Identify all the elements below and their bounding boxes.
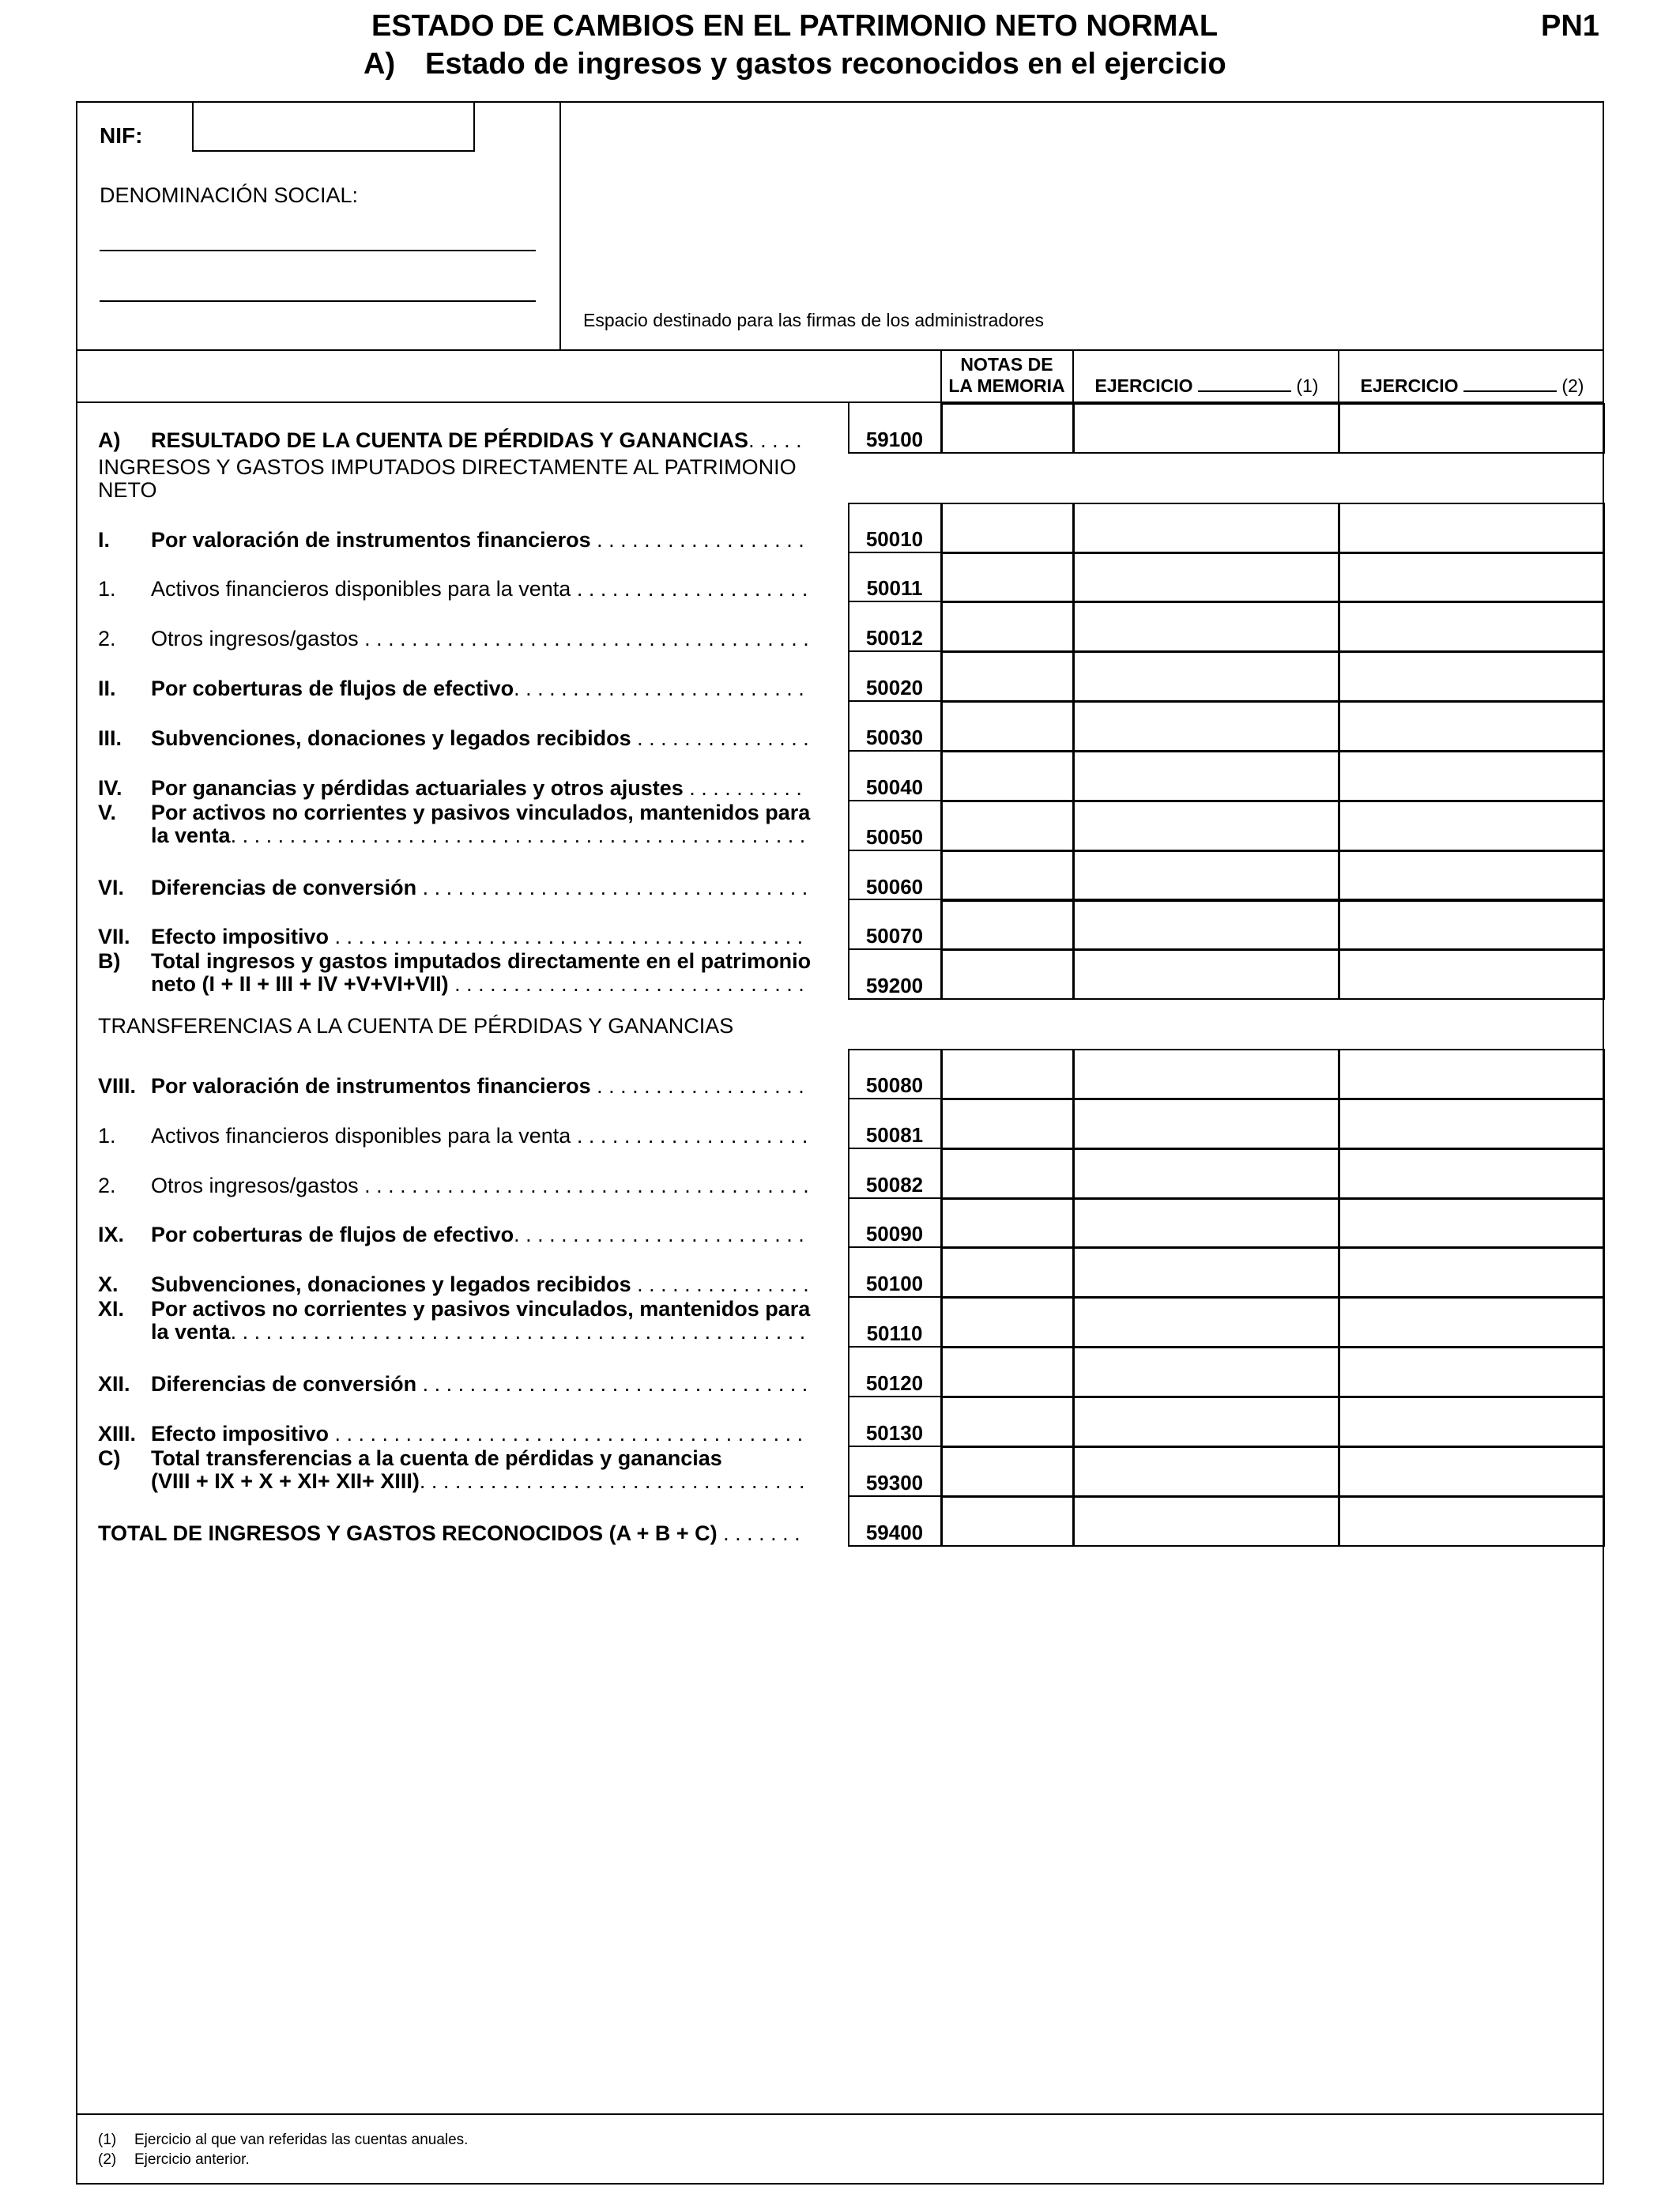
ejercicio2-cell[interactable] <box>1339 1397 1605 1447</box>
leader-dots: . . . . . . . . . . <box>683 775 802 800</box>
notas-cell[interactable] <box>941 1297 1074 1348</box>
code-cell <box>848 601 942 652</box>
notas-header <box>940 354 1073 397</box>
row-number: VI. <box>98 875 125 899</box>
leader-dots: . . . . . . . . . . . . . . . . . . . . . . . . . . . . . . . . . . . . . . <box>358 1173 809 1197</box>
row-label-line1: Por activos no corrientes y pasivos vinculados, mantenidos para <box>151 1297 811 1321</box>
notas-header-line1: NOTAS DE <box>960 354 1053 375</box>
row-code: 50082 <box>865 1172 924 1197</box>
ejercicio2-year-field[interactable] <box>1463 375 1557 392</box>
ejercicio2-cell[interactable] <box>1339 552 1605 603</box>
leader-dots: . . . . . . . . . . . . . . . . . . <box>590 527 804 552</box>
row-number: 2. <box>98 1173 116 1197</box>
leader-dots: . . . . . . . . . . . . . . . . . . . . <box>571 577 808 601</box>
row-label <box>151 801 830 847</box>
code-cell <box>848 1297 942 1348</box>
ejercicio1-cell[interactable] <box>1073 1297 1339 1348</box>
row-label-line1: Total transferencias a la cuenta de pérdidas y ganancias <box>151 1446 722 1470</box>
code-cell <box>848 1496 942 1547</box>
row-label-line1: Efecto impositivo <box>151 1421 330 1446</box>
row-code: 50040 <box>865 775 924 799</box>
leader-dots: . . . . . . . . . . . . . . . . . . . . <box>571 1123 808 1148</box>
ejercicio2-cell[interactable] <box>1339 1148 1605 1199</box>
ejercicio1-cell[interactable] <box>1073 701 1339 752</box>
leader-dots: . . . . . . . . . . . . . . . . . . . . . . . . . <box>514 677 804 701</box>
leader-dots: . . . . . . . . . . . . . . . . . . . . . . . . . <box>514 1223 804 1247</box>
row-label-line2: la venta <box>151 823 231 847</box>
row-number: 1. <box>98 577 116 601</box>
row-number: IV. <box>98 775 122 800</box>
ejercicio1-cell[interactable] <box>1073 850 1339 901</box>
leader-dots: . . . . . . . . . . . . . . . . . . . . . . . . . . . . . . . . . <box>416 875 808 899</box>
ejercicio1-year-field[interactable] <box>1198 375 1291 392</box>
row-label <box>151 925 830 948</box>
row-code: 59300 <box>865 1470 924 1495</box>
code-cell <box>848 403 942 454</box>
ejercicio1-cell[interactable] <box>1073 900 1339 951</box>
row-code: 50060 <box>865 874 924 899</box>
ejercicio2-cell[interactable] <box>1339 651 1605 702</box>
row-label <box>151 1447 830 1493</box>
row-label-line1: Otros ingresos/gastos <box>151 627 359 651</box>
ejercicio2-cell[interactable] <box>1339 701 1605 752</box>
row-label-line1: Activos financieros disponibles para la venta <box>151 577 571 601</box>
ejercicio2-cell[interactable] <box>1339 503 1605 553</box>
row-label-line1: Activos financieros disponibles para la venta <box>151 1123 571 1148</box>
row-code: 59100 <box>865 427 924 451</box>
ejercicio1-cell[interactable] <box>1073 1446 1339 1497</box>
leader-dots: . . . . . . . . . . . . . . . <box>631 1272 809 1297</box>
ejercicio1-cell[interactable] <box>1073 1496 1339 1547</box>
notas-cell[interactable] <box>941 601 1074 652</box>
row-label <box>151 876 830 899</box>
leader-dots: . . . . . . . . . . . . . . . <box>631 726 809 750</box>
notas-cell[interactable] <box>941 1148 1074 1199</box>
row-label-line1: Por valoración de instrumentos financieros <box>151 527 591 552</box>
notas-cell[interactable] <box>941 651 1074 702</box>
notas-cell[interactable] <box>941 801 1074 851</box>
ejercicio2-cell[interactable] <box>1339 1247 1605 1298</box>
ejercicio2-cell[interactable] <box>1339 1347 1605 1397</box>
row-label-line1: Por coberturas de flujos de efectivo <box>151 1223 514 1247</box>
code-cell <box>848 751 942 801</box>
ejercicio2-header <box>1340 375 1604 397</box>
code-cell <box>848 900 942 951</box>
page-title: ESTADO DE CAMBIOS EN EL PATRIMONIO NETO NORMAL <box>371 9 1219 43</box>
leader-dots: . . . . . . . . . . . . . . . . . . . . . . . . . . . . . . . . . . . . . . . . . . . . . . . . . <box>230 1320 806 1344</box>
notas-cell[interactable] <box>941 900 1074 951</box>
row-number: VII. <box>98 925 130 949</box>
row-label-line2: neto (I + II + III + IV +V+VI+VII) <box>151 972 449 997</box>
code-cell <box>848 1397 942 1447</box>
code-cell <box>848 701 942 752</box>
row-number: 2. <box>98 627 116 651</box>
denominacion-label: DENOMINACIÓN SOCIAL: <box>100 183 359 207</box>
row-label-line1: Por activos no corrientes y pasivos vinculados, mantenidos para <box>151 800 811 824</box>
code-cell <box>848 1247 942 1298</box>
row-label-line1: Efecto impositivo <box>151 925 330 949</box>
row-label <box>151 1174 830 1197</box>
leader-dots: . . . . . . . . . . . . . . . . . . . . . . . . . . . . . . . . . <box>416 1372 808 1396</box>
ejercicio2-cell[interactable] <box>1339 1049 1605 1099</box>
notas-cell[interactable] <box>941 403 1074 454</box>
code-cell <box>848 552 942 603</box>
row-label-line1: Por coberturas de flujos de efectivo <box>151 677 514 701</box>
footnote-mark: (1) <box>98 2132 117 2148</box>
row-code: 59400 <box>865 1520 924 1544</box>
row-number: IX. <box>98 1223 125 1247</box>
row-number: C) <box>98 1446 121 1470</box>
row-label-line1: Subvenciones, donaciones y legados recibidos <box>151 1272 631 1297</box>
notas-cell[interactable] <box>941 1496 1074 1547</box>
row-label-line2: la venta <box>151 1320 231 1344</box>
leader-dots: . . . . . <box>748 428 802 452</box>
row-code: 50011 <box>866 576 923 601</box>
ejercicio1-note: (1) <box>1296 375 1319 396</box>
row-code: 50020 <box>865 676 924 700</box>
row-code: 50090 <box>865 1222 924 1246</box>
row-number: B) <box>98 949 121 974</box>
leader-dots: . . . . . . . . . . . . . . . . . . . . . . . . . . . . . . . . . <box>419 1468 805 1493</box>
row-number: 1. <box>98 1123 116 1148</box>
leader-dots: . . . . . . . . . . . . . . . . . . <box>590 1073 804 1098</box>
notas-cell[interactable] <box>941 1049 1074 1099</box>
notas-cell[interactable] <box>941 1198 1074 1249</box>
code-cell <box>848 801 942 851</box>
ejercicio2-cell[interactable] <box>1339 403 1605 454</box>
nif-label: NIF: <box>100 123 143 148</box>
row-label <box>151 677 830 700</box>
row-label-line1: Total ingresos y gastos imputados directamente en el patrimonio <box>151 949 812 974</box>
leader-dots: . . . . . . . . . . . . . . . . . . . . . . . . . . . . . . . . . . . . . . . . <box>329 925 804 949</box>
leader-dots: . . . . . . . <box>717 1521 800 1545</box>
row-label <box>151 578 830 601</box>
form-code: PN1 <box>1541 9 1599 43</box>
notas-cell[interactable] <box>941 1247 1074 1298</box>
ejercicio2-cell[interactable] <box>1339 601 1605 652</box>
row-label <box>151 1075 830 1098</box>
row-code: 50080 <box>865 1072 924 1097</box>
code-cell <box>848 850 942 901</box>
ejercicio2-cell[interactable] <box>1339 1099 1605 1149</box>
code-cell <box>848 1049 942 1099</box>
row-label <box>151 1273 830 1296</box>
row-label-line1: TOTAL DE INGRESOS Y GASTOS RECONOCIDOS (A + B + C) <box>98 1521 718 1545</box>
row-label <box>151 777 830 800</box>
row-label <box>151 628 830 650</box>
notas-cell[interactable] <box>941 552 1074 603</box>
row-code: 50110 <box>866 1321 923 1346</box>
section-heading-text: INGRESOS Y GASTOS IMPUTADOS DIRECTAMENTE AL PATRIMONIO NETO <box>98 454 797 502</box>
row-code: 50012 <box>865 626 924 650</box>
row-number: X. <box>98 1272 119 1297</box>
ejercicio2-label: EJERCICIO <box>1360 375 1459 396</box>
row-label <box>151 1125 830 1148</box>
notas-cell[interactable] <box>941 1397 1074 1447</box>
ejercicio2-cell[interactable] <box>1339 850 1605 901</box>
ejercicio2-cell[interactable] <box>1339 1446 1605 1497</box>
code-cell <box>848 1198 942 1249</box>
row-code: 50081 <box>865 1122 924 1147</box>
notas-cell[interactable] <box>941 1446 1074 1497</box>
code-cell <box>848 503 942 553</box>
row-number: V. <box>98 800 117 824</box>
row-label-line1: Otros ingresos/gastos <box>151 1173 359 1197</box>
ejercicio1-cell[interactable] <box>1073 403 1339 454</box>
row-label-line1: Diferencias de conversión <box>151 1372 417 1396</box>
row-number: XIII. <box>98 1421 137 1446</box>
row-label <box>151 727 830 750</box>
ejercicio1-cell[interactable] <box>1073 552 1339 603</box>
ejercicio1-label: EJERCICIO <box>1094 375 1193 396</box>
ejercicio1-cell[interactable] <box>1073 1347 1339 1397</box>
row-label-line1: RESULTADO DE LA CUENTA DE PÉRDIDAS Y GANANCIAS <box>151 428 749 452</box>
row-label-line2: (VIII + IX + X + XI+ XII+ XIII) <box>151 1468 420 1493</box>
ejercicio1-cell[interactable] <box>1073 1049 1339 1099</box>
notas-cell[interactable] <box>941 949 1074 1000</box>
footnote-text: Ejercicio anterior. <box>134 2151 250 2168</box>
row-code: 50120 <box>865 1371 924 1395</box>
ejercicio2-cell[interactable] <box>1339 1496 1605 1547</box>
row-label <box>151 529 830 552</box>
ejercicio1-cell[interactable] <box>1073 1099 1339 1149</box>
nif-input[interactable] <box>192 101 475 152</box>
notas-cell[interactable] <box>941 701 1074 752</box>
row-label <box>98 1522 830 1545</box>
ejercicio1-cell[interactable] <box>1073 1397 1339 1447</box>
ejercicio2-cell[interactable] <box>1339 751 1605 801</box>
row-code: 50030 <box>865 725 924 749</box>
notas-cell[interactable] <box>941 1099 1074 1149</box>
ejercicio1-cell[interactable] <box>1073 1148 1339 1199</box>
notas-cell[interactable] <box>941 1347 1074 1397</box>
ejercicio1-cell[interactable] <box>1073 801 1339 851</box>
ejercicio1-cell[interactable] <box>1073 601 1339 652</box>
notas-cell[interactable] <box>941 503 1074 553</box>
ejercicio2-cell[interactable] <box>1339 900 1605 951</box>
footnote-text: Ejercicio al que van referidas las cuentas anuales. <box>134 2132 469 2148</box>
row-number: III. <box>98 726 122 750</box>
page-subtitle <box>363 47 1226 81</box>
ejercicio2-cell[interactable] <box>1339 1297 1605 1348</box>
row-label <box>151 429 830 452</box>
code-cell <box>848 1099 942 1149</box>
row-label <box>151 1423 830 1446</box>
row-code: 50070 <box>865 924 924 948</box>
denominacion-field-1[interactable] <box>100 250 536 251</box>
row-label-line1: Por valoración de instrumentos financieros <box>151 1073 591 1098</box>
ejercicio1-cell[interactable] <box>1073 751 1339 801</box>
ejercicio2-cell[interactable] <box>1339 949 1605 1000</box>
row-number: II. <box>98 677 116 701</box>
row-label <box>151 1373 830 1396</box>
signature-divider <box>559 101 561 351</box>
leader-dots: . . . . . . . . . . . . . . . . . . . . . . . . . . . . . . . . . . . . . . <box>358 627 809 651</box>
identification-divider <box>76 349 1604 351</box>
code-cell <box>848 1446 942 1497</box>
section-heading-text: TRANSFERENCIAS A LA CUENTA DE PÉRDIDAS Y GANANCIAS <box>98 1014 734 1039</box>
ejercicio1-cell[interactable] <box>1073 949 1339 1000</box>
notas-header-line2: LA MEMORIA <box>948 375 1065 396</box>
ejercicio1-header <box>1075 375 1339 397</box>
row-number: XI. <box>98 1297 125 1321</box>
subtitle-text: Estado de ingresos y gastos reconocidos en el ejercicio <box>425 47 1226 81</box>
notas-cell[interactable] <box>941 850 1074 901</box>
footnote-divider <box>76 2113 1604 2115</box>
footnote <box>98 2132 468 2149</box>
signature-label: Espacio destinado para las firmas de los administradores <box>583 310 1044 330</box>
ejercicio1-cell[interactable] <box>1073 1247 1339 1298</box>
row-number: I. <box>98 527 111 552</box>
row-label-line1: Por ganancias y pérdidas actuariales y otros ajustes <box>151 775 684 800</box>
footnote <box>98 2151 250 2169</box>
row-label <box>151 950 830 996</box>
code-cell <box>848 1347 942 1397</box>
code-cell <box>848 1148 942 1199</box>
subtitle-label: A) <box>363 47 396 81</box>
code-cell <box>848 651 942 702</box>
notas-cell[interactable] <box>941 751 1074 801</box>
ejercicio2-cell[interactable] <box>1339 1198 1605 1249</box>
row-number: XII. <box>98 1372 130 1396</box>
leader-dots: . . . . . . . . . . . . . . . . . . . . . . . . . . . . . . . . . . . . . . . . <box>329 1421 804 1446</box>
row-label-line1: Subvenciones, donaciones y legados recibidos <box>151 726 631 750</box>
leader-dots: . . . . . . . . . . . . . . . . . . . . . . . . . . . . . . . . . . . . . . . . . . . . . . . . . <box>230 823 806 847</box>
row-code: 50130 <box>865 1420 924 1445</box>
ejercicio1-cell[interactable] <box>1073 651 1339 702</box>
row-number: VIII. <box>98 1073 137 1098</box>
leader-dots: . . . . . . . . . . . . . . . . . . . . . . . . . . . . . . <box>448 972 804 997</box>
row-code: 59200 <box>865 974 924 998</box>
denominacion-field-2[interactable] <box>100 300 536 302</box>
row-label <box>151 1223 830 1246</box>
ejercicio1-cell[interactable] <box>1073 1198 1339 1249</box>
row-code: 50010 <box>865 526 924 551</box>
row-number: A) <box>98 428 121 452</box>
footnote-mark: (2) <box>98 2151 117 2168</box>
row-label-line1: Diferencias de conversión <box>151 875 417 899</box>
code-cell <box>848 949 942 1000</box>
row-code: 50050 <box>865 824 924 849</box>
row-label <box>151 1298 830 1344</box>
ejercicio2-note: (2) <box>1561 375 1584 396</box>
row-code: 50100 <box>865 1272 924 1296</box>
ejercicio2-cell[interactable] <box>1339 801 1605 851</box>
ejercicio1-cell[interactable] <box>1073 503 1339 553</box>
